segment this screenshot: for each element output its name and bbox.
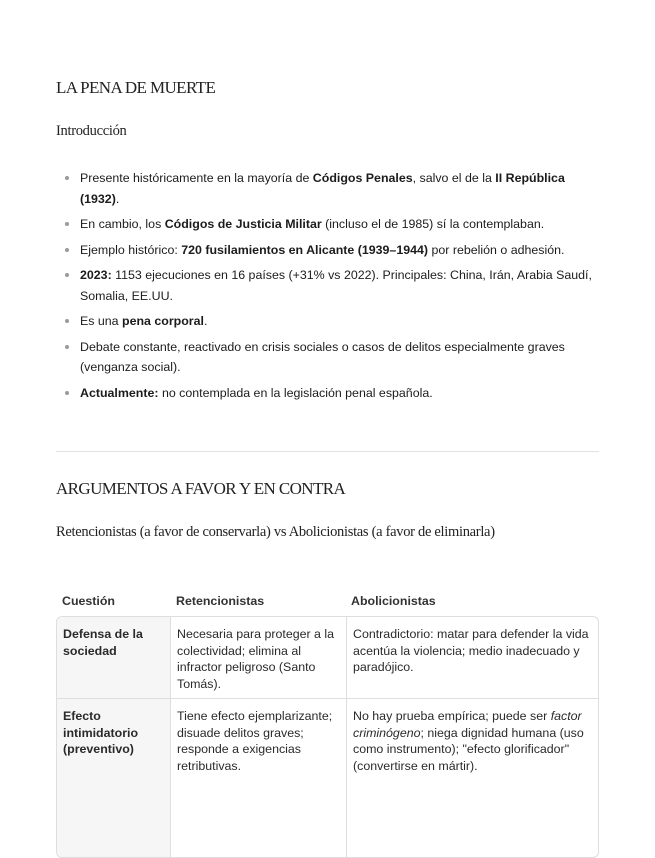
text-segment: no contemplada en la legislación penal española. [158,385,433,400]
text-segment: (incluso el de 1985) sí la contemplaban. [321,217,545,231]
subsection-title: Retencionistas (a favor de conservarla) vs Abolicionistas (a favor de eliminarla) [56,524,495,540]
table-row [57,617,598,699]
table-header-row [56,594,599,614]
italic-text: factor criminógeno [353,709,582,740]
text-segment: En cambio, los [80,217,165,231]
bold-text: pena corporal [122,314,204,328]
bullet-item [56,265,599,306]
text-segment: Presente históricamente en la mayoría de [80,171,313,185]
text-segment: ; niega dignidad humana (uso como instrumento); "efecto glorificador" (convertirse en mártir). [353,725,584,773]
bullet-item [56,240,599,261]
bullet-item [56,168,599,209]
cell-abolicionistas [346,617,598,698]
text-segment: por rebelión o adhesión. [428,242,565,257]
column-header-cuestion: Cuestión [62,594,116,608]
table-row [57,699,598,858]
section-title: LA PENA DE MUERTE [56,78,216,97]
section-divider [56,451,599,452]
bold-text: Códigos Penales [312,171,413,185]
subsection-title: Introducción [56,123,127,139]
bold-text: Códigos de Justicia Militar [164,217,322,231]
column-header-abolicionistas: Abolicionistas [351,594,436,608]
text-segment: Ejemplo histórico: [80,242,182,257]
bullet-item [56,337,599,378]
column-header-retencionistas: Retencionistas [176,594,265,608]
arguments-table [56,616,599,858]
text-segment: . [203,314,208,328]
text-segment: Contradictorio: matar para defender la vida acentúa la violencia; medio inadecuado y paradójico. [353,627,589,674]
bullet-item [56,383,599,404]
cell-abolicionistas [346,699,598,858]
cell-retencionistas: Necesaria para proteger a la colectividad; elimina al infractor peligroso (Santo Tomás). [170,617,346,698]
bold-text: 2023: [80,268,112,282]
text-segment: No hay prueba empírica; puede ser [353,709,551,723]
bold-text: Actualmente: [80,385,159,400]
bold-text: 720 fusilamientos en Alicante (1939–1944) [181,242,429,257]
text-segment: . [115,191,120,206]
bold-text: II República (1932) [80,171,565,206]
text-segment: 1153 ejecuciones en 16 países (+31% vs 2022). Principales: China, Irán, Arabia Saudí, Somalia, EE.UU. [80,268,592,303]
bullet-item [56,311,599,332]
bullet-item [56,214,599,235]
text-segment: Debate constante, reactivado en crisis sociales o casos de delitos especialmente graves (venganza social). [80,339,565,374]
section-title: ARGUMENTOS A FAVOR Y EN CONTRA [56,479,346,498]
cell-cuestion: Efecto intimidatorio (preventivo) [57,699,170,858]
intro-bullet-list [56,168,599,408]
text-segment: , salvo el de la [412,171,496,185]
cell-cuestion: Defensa de la sociedad [57,617,170,698]
text-segment: Es una [80,314,123,328]
cell-retencionistas: Tiene efecto ejemplarizante; disuade delitos graves; responde a exigencias retributivas. [170,699,346,858]
